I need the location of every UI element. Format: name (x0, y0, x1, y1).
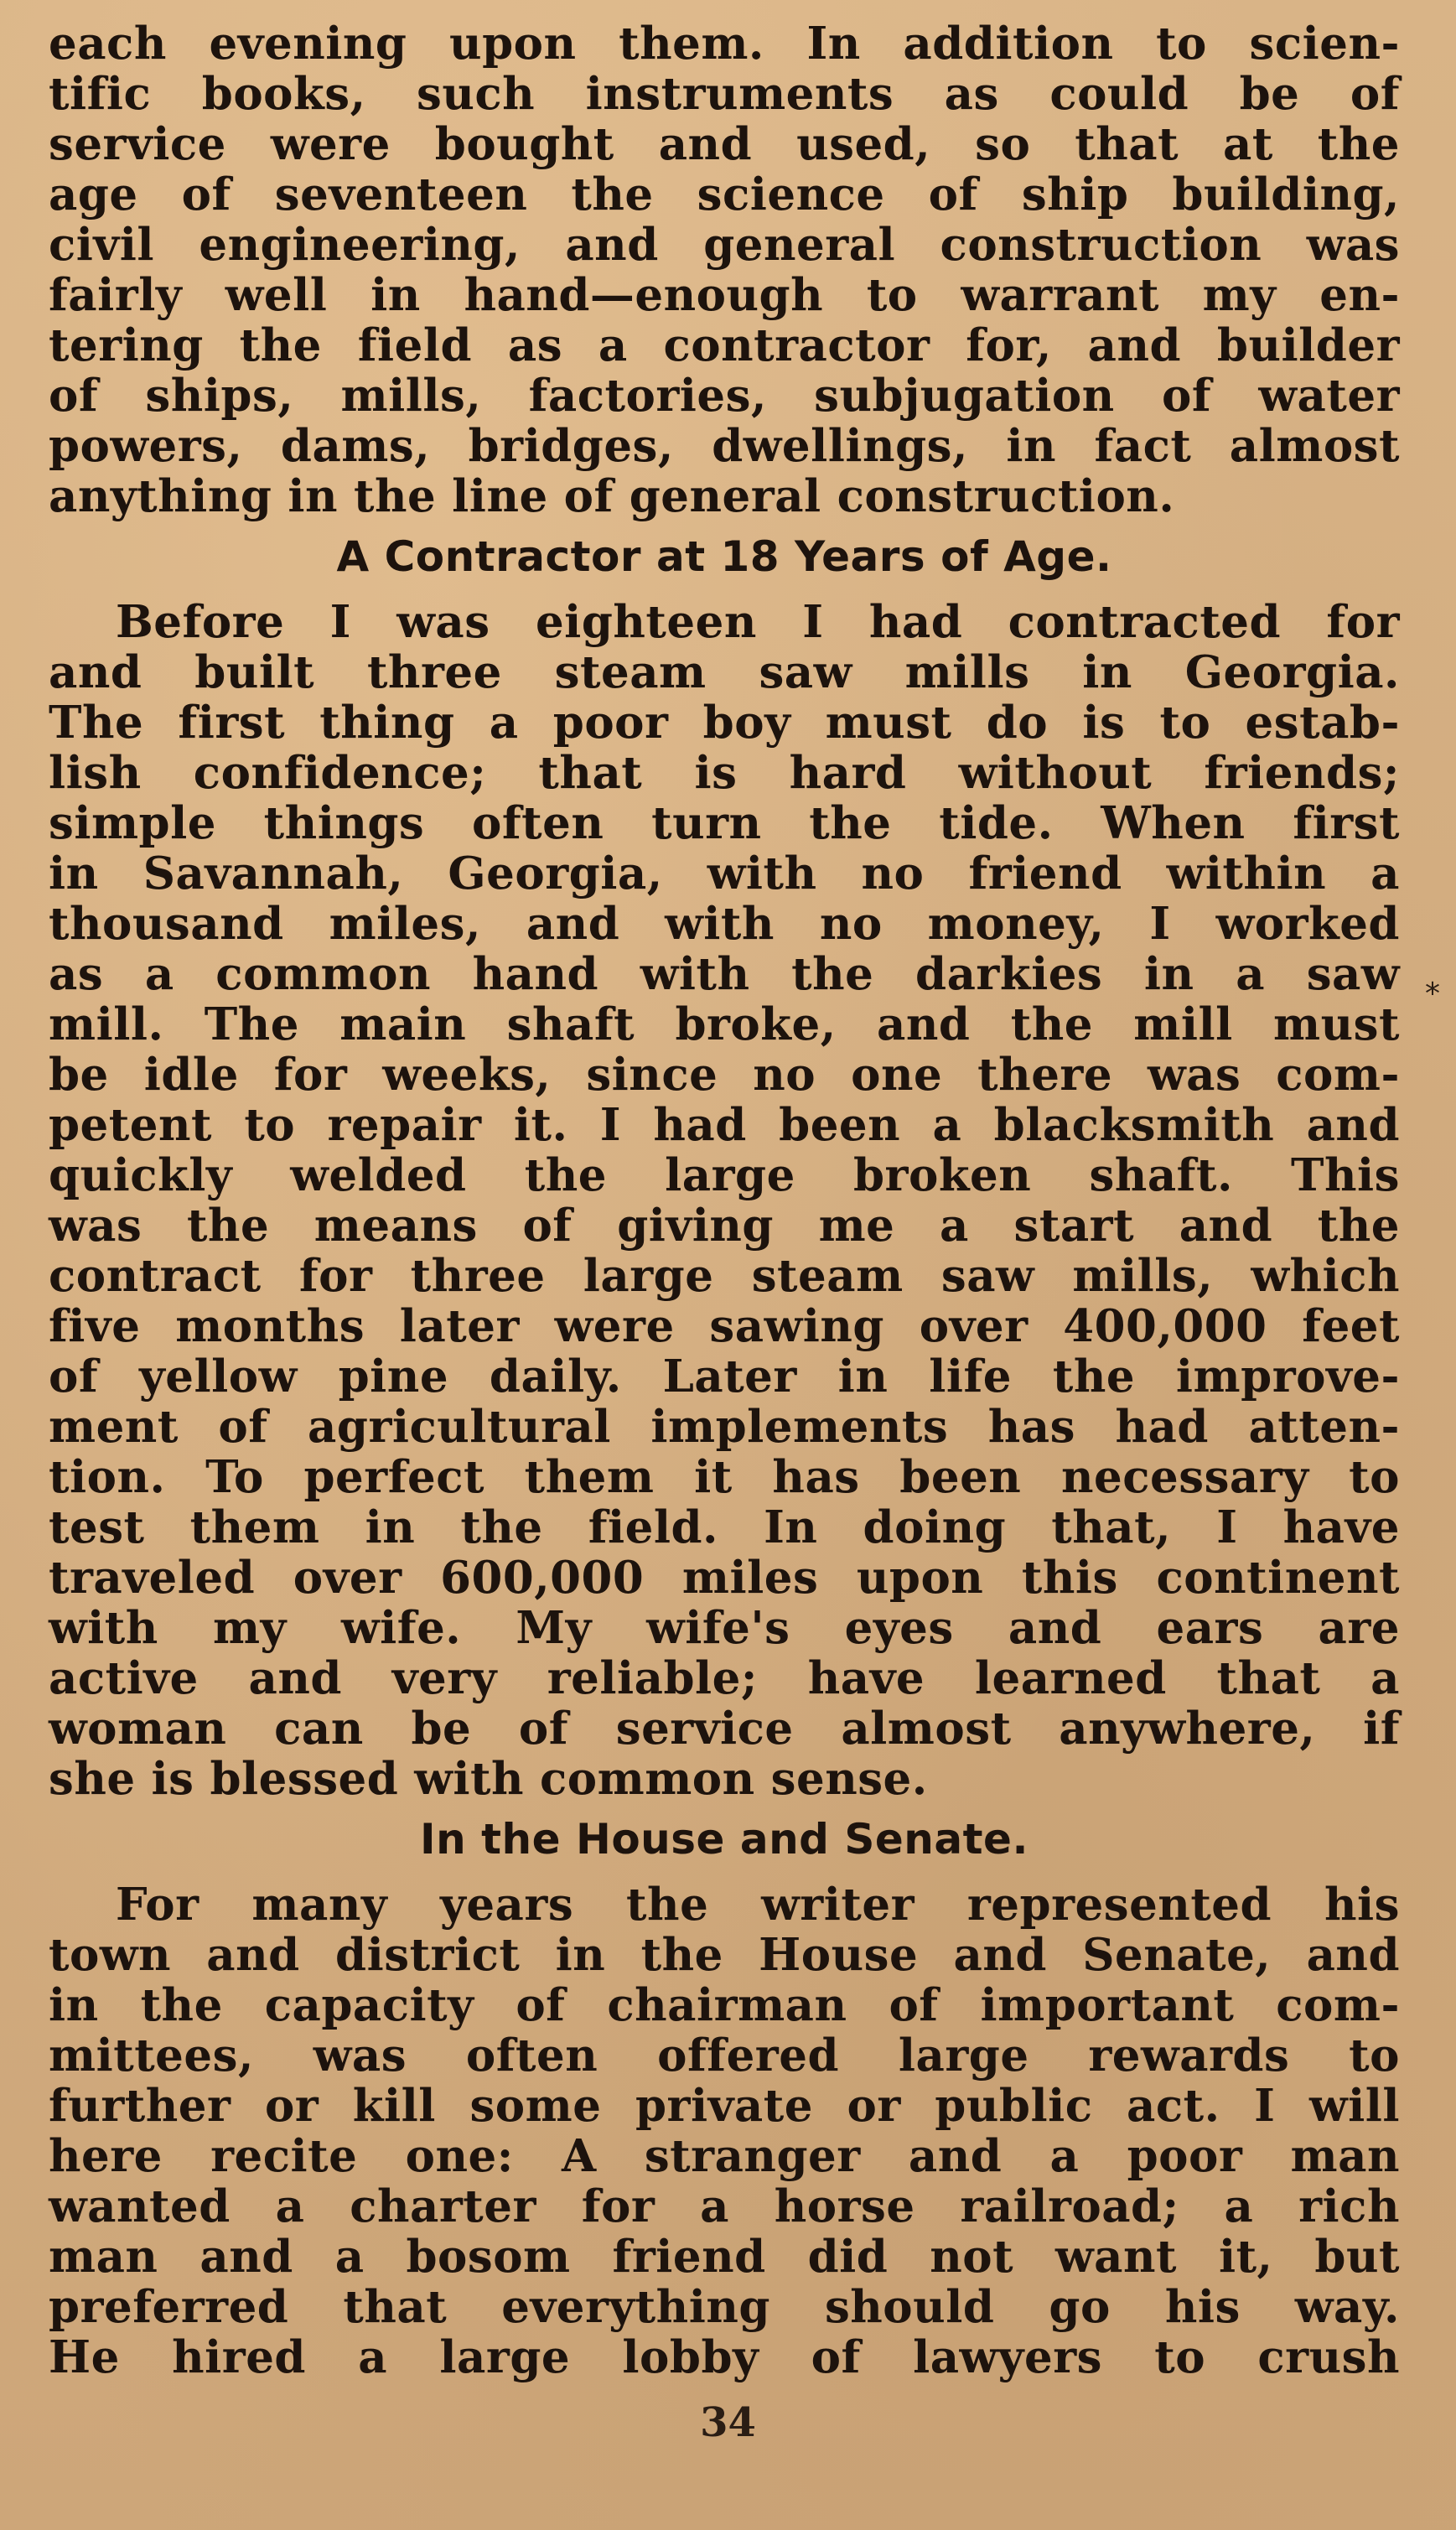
text-line: in Savannah, Georgia, with no friend within a (49, 848, 1400, 899)
text-line: preferred that everything should go his way. (49, 2281, 1400, 2333)
paragraph-3 (49, 1879, 1400, 2382)
text-line: ment of agricultural implements has had atten- (49, 1401, 1400, 1453)
text-line: The first thing a poor boy must do is to estab- (49, 697, 1400, 749)
text-line: of yellow pine daily. Later in life the improve- (49, 1351, 1400, 1402)
text-line: town and district in the House and Senate, and (49, 1929, 1400, 1981)
page-text-block (49, 18, 1400, 2382)
text-line: in the capacity of chairman of important com- (49, 1979, 1400, 2031)
paragraph-2 (49, 597, 1400, 1804)
text-line: For many years the writer represented his (116, 1879, 1400, 1931)
text-line: five months later were sawing over 400,000 feet (49, 1300, 1400, 1352)
text-line: as a common hand with the darkies in a saw (49, 948, 1400, 1000)
text-line: she is blessed with common sense. (49, 1753, 928, 1805)
text-line: civil engineering, and general construction was (49, 219, 1400, 271)
page-number: 34 (700, 2399, 756, 2446)
text-line: powers, dams, bridges, dwellings, in fact almost (49, 420, 1400, 472)
text-line: fairly well in hand—enough to warrant my en- (49, 269, 1400, 321)
text-line: Before I was eighteen I had contracted for (116, 596, 1400, 648)
text-line: further or kill some private or public act. I will (49, 2080, 1400, 2132)
text-line: woman can be of service almost anywhere, if (49, 1703, 1400, 1755)
text-line: wanted a charter for a horse railroad; a rich (49, 2180, 1400, 2232)
text-line: each evening upon them. In addition to scien- (49, 18, 1400, 70)
text-line: thousand miles, and with no money, I worked (49, 898, 1400, 950)
text-line: here recite one: A stranger and a poor man (49, 2130, 1400, 2182)
text-line: lish confidence; that is hard without friends; (49, 747, 1400, 799)
text-line: tific books, such instruments as could be of (49, 68, 1400, 120)
text-line: active and very reliable; have learned that a (49, 1652, 1400, 1704)
margin-mark: * (1425, 977, 1440, 1011)
text-line: service were bought and used, so that at the (49, 118, 1400, 170)
text-line: simple things often turn the tide. When first (49, 797, 1400, 849)
text-line: mittees, was often offered large rewards to (49, 2030, 1400, 2082)
text-line: test them in the field. In doing that, I have (49, 1501, 1400, 1553)
paragraph-1 (49, 18, 1400, 521)
text-line: mill. The main shaft broke, and the mill must (49, 998, 1400, 1050)
text-line: He hired a large lobby of lawyers to crush (49, 2331, 1400, 2383)
text-line: traveled over 600,000 miles upon this continent (49, 1552, 1400, 1604)
section-heading-house-senate: In the House and Senate. (420, 1815, 1029, 1864)
text-line: was the means of giving me a start and the (49, 1200, 1400, 1252)
section-heading-contractor: A Contractor at 18 Years of Age. (336, 532, 1112, 581)
text-line: age of seventeen the science of ship building, (49, 168, 1400, 220)
text-line: man and a bosom friend did not want it, but (49, 2231, 1400, 2283)
text-line: anything in the line of general construction. (49, 470, 1175, 522)
text-line: with my wife. My wife's eyes and ears are (49, 1602, 1400, 1654)
text-line: tering the field as a contractor for, and builder (49, 319, 1400, 371)
text-line: quickly welded the large broken shaft. This (49, 1149, 1400, 1201)
text-line: petent to repair it. I had been a blacksmith and (49, 1099, 1400, 1151)
text-line: contract for three large steam saw mills, which (49, 1250, 1400, 1302)
text-line: be idle for weeks, since no one there was com- (49, 1049, 1400, 1101)
text-line: tion. To perfect them it has been necessary to (49, 1451, 1400, 1503)
text-line: of ships, mills, factories, subjugation of water (49, 370, 1400, 422)
text-line: and built three steam saw mills in Georgia. (49, 646, 1400, 698)
